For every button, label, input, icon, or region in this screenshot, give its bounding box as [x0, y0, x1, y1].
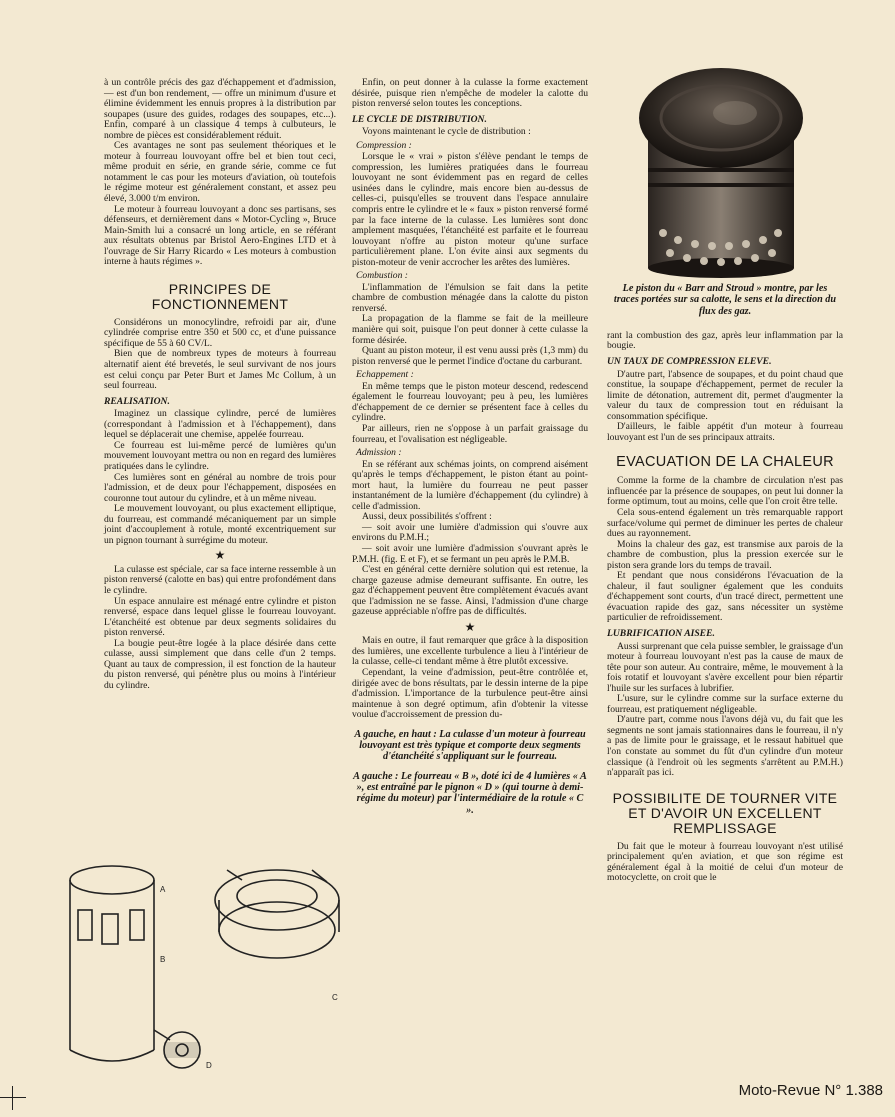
paragraph: Par ailleurs, rien ne s'oppose à un parfait graissage du fourreau, et l'ovalisation est négligeable. [352, 422, 588, 445]
paragraph: Aussi surprenant que cela puisse sembler, le graissage d'un moteur à fourreau louvoyant n'est pas la cause de maux de tête pour son auteur. Au contraire, même, le mouvement à la fois rotatif et louvoyant s'avère excellent pour bien répartir l'huile sur les surfaces à lubrifier. [607, 640, 843, 694]
paragraph: Quant au piston moteur, il est venu aussi près (1,3 mm) du piston renversé que le permet l'indice d'octane du carburant. [352, 345, 588, 367]
piston-image [615, 58, 827, 280]
star-separator: ★ [464, 619, 476, 634]
column-2 [352, 78, 588, 816]
paragraph: D'ailleurs, le faible appétit d'un moteur à fourreau louvoyant est l'un de ses principaux attraits. [607, 421, 843, 443]
piston-photo [615, 58, 827, 280]
paragraph: Ces avantages ne sont pas seulement théoriques et le moteur à fourreau louvoyant offre bel et bien tout ceci, même produit en série, en grande série, comme ce fut notamment le cas pour les moteurs d'aviation, où toutefois le régime moteur est généralement constant, et assez peu élevé, 3.000 t/m environ. [104, 140, 336, 205]
paragraph: — soit avoir une lumière d'admission s'ouvrant après le P.M.H. (fig. E et F), et se fermant un peu après le P.M.B. [352, 542, 588, 565]
paragraph: C'est en général cette dernière solution qui est retenue, la charge gazeuse admise demeurant suffisante. En outre, les gaz d'échappement peuvent être complètement évacués avant que l'admission ne se fasse. Ainsi, l'admission d'une charge gazeuse appréciable n'offre pas de difficultés. [352, 564, 588, 618]
paragraph: Ces lumières sont en général au nombre de trois pour l'admission, et de deux pour l'échappement, disposées en couronne tout autour du cylindre, et à un même niveau. [104, 471, 336, 504]
section-heading: PRINCIPES DE FONCTIONNEMENT [151, 280, 289, 312]
paragraph: L'inflammation de l'émulsion se fait dans la petite chambre de combustion ménagée dans la calotte du piston renversé. [352, 281, 588, 314]
paragraph: D'autre part, l'absence de soupapes, et du point chaud que constitue, la soupape d'échappement, permet de reculer la limite de détonation, autrement dit, permet d'augmenter la valeur du taux de compression tout en réduisant la consommation spécifique. [607, 368, 843, 422]
paragraph: — soit avoir une lumière d'admission qui s'ouvre aux environs du P.M.H.; [352, 521, 588, 544]
figure-caption: A gauche : Le fourreau « B », doté ici de 4 lumières « A », est entraîné par le pignon « D » (qui tourne à demi-régime du moteur) par l'intermédiaire de la rotule « C ». [353, 770, 587, 816]
label-a: A [160, 885, 166, 894]
section-heading: EVACUATION DE LA CHALEUR [616, 454, 834, 471]
paragraph: Un espace annulaire est ménagé entre cylindre et piston renversé, espace dans lequel glisse le fourreau louvoyant. L'étanchéité est obtenue par deux segments solidaires du piston renversé. [104, 595, 336, 639]
crop-mark [12, 1086, 13, 1110]
paragraph: Considérons un monocylindre, refroidi par air, d'une cylindrée comprise entre 350 et 500 cc, et d'une puissance spécifique de 55 à 60 CV/L. [104, 316, 336, 349]
crop-mark [0, 1097, 26, 1098]
sleeve-diagram [42, 850, 352, 1090]
paragraph: Aussi, deux possibilités s'offrent : [362, 511, 492, 523]
subheading: Echappement : [356, 369, 414, 381]
paragraph: rant la combustion des gaz, après leur inflammation par la bougie. [607, 329, 843, 352]
paragraph: Cela sous-entend également un très remarquable rapport surface/volume qui permet de diminuer les pertes de chaleur dues au rayonnement. [607, 507, 843, 540]
paragraph: La propagation de la flamme se fait de la meilleure manière qui soit, puisque l'on peut donner à cette culasse la forme désirée. [352, 313, 588, 346]
paragraph: L'usure, sur le cylindre comme sur la surface externe du fourreau, est pratiquement négligeable. [607, 693, 843, 715]
paragraph: Ce fourreau est lui-même percé de lumières qu'un mouvement louvoyant mettra ou non en regard des lumières pratiquées dans le cylindre. [104, 439, 336, 472]
paragraph: Mais en outre, il faut remarquer que grâce à la disposition des lumières, une excellente turbulence a lieu à l'intérieur de la culasse, celle-ci tendant même à être plutôt excessive. [352, 635, 588, 668]
paragraph: Et pendant que nous considérons l'évacuation de la chaleur, il faut souligner également que les conduits d'échappement sont courts, d'un tracé direct, permettent une évacuation rapide des gaz, sans nécessiter un système particulier de refroidissement. [607, 570, 843, 624]
photo-caption: Le piston du « Barr and Stroud » montre, par les traces portées sur sa calotte, le sens et la direction du flux des gaz. [613, 283, 837, 317]
subheading: LUBRIFICATION AISEE. [607, 628, 715, 640]
paragraph: Lorsque le « vrai » piston s'élève pendant le temps de compression, les lumières pratiquées dans le fourreau louvoyant ne sont évidemment pas en regard de celles usinées dans le cylindre, mais encore bien au-dessus de celles-ci, puisqu'elles se trouvent dans l'espace annulaire compris entre le cylindre et le « faux » piston renversé formé par la face interne de la culasse. Les lumières sont donc amplement masquées, l'étanchéité est parfaite et le fourreau louvoyant n'offre au piston moteur qu'une surface particulièrement plane. L'on évite ainsi aux segments du piston-moteur de venir accrocher les arêtes des lumières. [352, 151, 588, 268]
paragraph: Le moteur à fourreau louvoyant a donc ses partisans, ses défenseurs, et dernièrement dans « Motor-Cycling », Bruce Main-Smith lui a consacré un long article, en se référant aux résultats obtenus par Bristol Aero-Engines LTD et à l'ouvrage de Sir Harry Ricardo « Les moteurs à combustion interne à hauts régimes ». [104, 203, 336, 268]
sleeve-valve-drawing [42, 850, 352, 1090]
paragraph: Bien que de nombreux types de moteurs à fourreau alternatif aient été brevetés, le seul survivant de nos jours est celui conçu par Peter Burt et James Mc Collum, à un seul fourreau. [104, 348, 336, 392]
label-b: B [160, 955, 166, 964]
subheading: Compression : [356, 139, 412, 151]
paragraph: En se référant aux schémas joints, on comprend aisément qu'après le temps d'échappement, le piston étant au point-mort haut, la lumière du fourreau ne peut passer instantanément de la lumière d'échappement (du cylindre) à celle d'admission. [352, 458, 588, 512]
section-heading: POSSIBILITE DE TOURNER VITE ET D'AVOIR UN EXCELLENT REMPLISSAGE [612, 789, 838, 836]
column-3 [607, 283, 843, 884]
paragraph: D'autre part, comme nous l'avons déjà vu, du fait que les segments ne sont jamais stationnaires dans le fourreau, il n'y a pas de limite pour le graissage, et le ressaut habituel que l'on constate au sommet du fût d'un cylindre d'un moteur classique (à l'endroit où les segments s'arrêtent au P.M.H.) n'apparaît pas ici. [607, 714, 843, 779]
paragraph: à un contrôle précis des gaz d'échappement et d'admission, — est d'un bon rendement, — offre un minimum d'usure et élimine évidemment les ennuis propres à la distribution par soupapes (usure des guides, rodages des soupapes, etc...). Enfin, comparé à un classique 4 temps à culbuteurs, le nombre de pièces est considérablement réduit. [104, 77, 336, 141]
paragraph: Imaginez un classique cylindre, percé de lumières (correspondant à l'admission et à l'échappement), dans lequel se déplacerait une chemise, appelée fourreau. [104, 408, 336, 441]
paragraph: Du fait que le moteur à fourreau louvoyant n'est utilisé principalement qu'en aviation, et que son régime est généralement égal à la moitié de celui d'un moteur de motocyclette, on croit que le [607, 840, 843, 884]
paragraph: Comme la forme de la chambre de circulation n'est pas influencée par la présence de soupapes, on peut lui donner la forme optimum, tout au moins, celle que l'on croit être telle. [607, 475, 843, 508]
label-c: C [332, 993, 338, 1002]
paragraph: La bougie peut-être logée à la place désirée dans cette culasse, aussi simplement que dans celle d'un 2 temps. Quant au taux de compression, il est fonction de la hauteur du piston renversé, qui pénètre plus ou moins à l'intérieur du cylindre. [104, 637, 336, 691]
star-separator: ★ [214, 548, 226, 563]
label-d: D [206, 1061, 212, 1070]
subheading: UN TAUX DE COMPRESSION ELEVE. [607, 355, 772, 367]
page-footer: Moto-Revue N° 1.388 [738, 1082, 883, 1099]
paragraph: En même temps que le piston moteur descend, redescend également le fourreau louvoyant; peu à peu, les lumières d'échappement de ce dernier se présentent face à celles du cylindre. [352, 380, 588, 424]
paragraph: Le mouvement louvoyant, ou plus exactement elliptique, du fourreau, est commandé mécaniquement par un simple joint d'accouplement à rotule, monté excentriquement sur un pignon tournant à surrégime du moteur. [104, 503, 336, 546]
paragraph: Moins la chaleur des gaz, est transmise aux parois de la chambre de combustion, plus la pression exercée sur le piston sera grande lors du temps de travail. [607, 538, 843, 571]
paragraph: La culasse est spéciale, car sa face interne ressemble à un piston renversé (calotte en bas) qui entre profondément dans le cylindre. [104, 563, 336, 596]
subheading: Admission : [356, 447, 402, 459]
column-1 [104, 78, 336, 691]
paragraph: Enfin, on peut donner à la culasse la forme exactement désirée, puisque rien n'empêche de modeler la calotte du piston renversé selon toutes les conceptions. [352, 77, 588, 110]
paragraph: Cependant, la veine d'admission, peut-être contrôlée et, dirigée avec de bons résultats, par le dessin interne de la pipe d'admission. L'importance de la turbulence peut-être ainsi maintenue à son degré optimum, afin d'obtenir la vitesse voulue d'accroissement de pression du- [352, 666, 588, 721]
figure-caption: A gauche, en haut : La culasse d'un moteur à fourreau louvoyant est très typique et comporte deux segments d'étanchéité s'appliquant sur le fourreau. [354, 728, 586, 763]
subheading: REALISATION. [104, 395, 170, 407]
paragraph: Voyons maintenant le cycle de distribution : [362, 126, 531, 138]
subheading: Combustion : [356, 270, 408, 282]
subheading: LE CYCLE DE DISTRIBUTION. [352, 113, 487, 125]
